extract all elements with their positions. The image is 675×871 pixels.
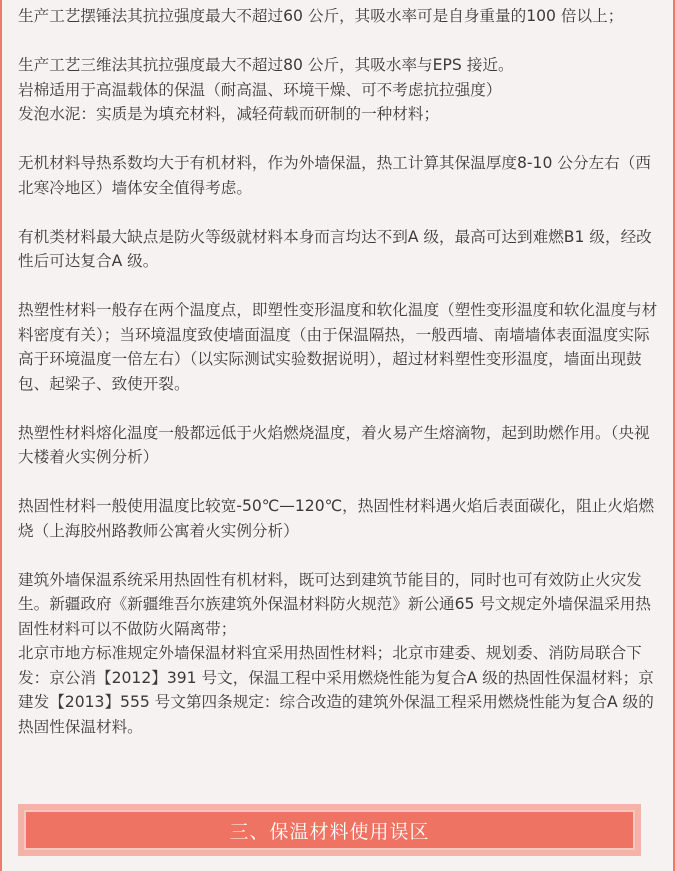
- paragraph-rock-wool: 岩棉适用于高温载体的保温（耐高温、环境干燥、可不考虑抗拉强度）: [18, 80, 502, 99]
- paragraph-spacer: [18, 29, 660, 54]
- paragraph-spacer: [18, 127, 660, 152]
- article-body: [18, 4, 660, 739]
- paragraph-foam-cement: 发泡水泥：实质是为填充材料，减轻荷载而研制的一种材料；: [18, 105, 440, 123]
- paragraph-thermoplastic: 热塑性材料一般存在两个温度点，即塑性变形温度和软化温度（塑性变形温度和软化温度与材料密度有关）；当环境温度致使墙面温度（由于保温隔热，一般西墙、南墙墙体表面温度实际高于环境温度一倍左右）（以实际测试实验数据说明），超过材料塑性变形温度，墙面出现鼓包、起梁子、致使开裂。: [18, 301, 658, 393]
- paragraph-spacer: [18, 396, 660, 421]
- paragraph-spacer: [18, 200, 660, 225]
- paragraph-thermoset: 热固性材料一般使用温度比较宽-50℃—120℃，热固性材料遇火焰后表面碳化，阻止火焰燃烧（上海胶州路教师公寓着火实例分析）: [18, 497, 655, 540]
- section-heading: 三、保温材料使用误区: [229, 820, 430, 843]
- left-border: [0, 0, 2, 871]
- section-heading-frame: [24, 810, 635, 850]
- section-heading-banner: [18, 804, 641, 856]
- paragraph-beijing-regulation: 北京市地方标准规定外墙保温材料宜采用热固性材料；北京市建委、规划委、消防局联合下发：京公消【2012】391 号文，保温工程中采用燃烧性能为复合A 级的热固性保温材料；京建发【2013】555 号文第四条规定：综合改造的建筑外保温工程采用燃烧性能为复合A 级的热固性保温材料。: [18, 644, 654, 736]
- paragraph-3d-method: 生产工艺三维法其抗拉强度最大不超过80 公斤，其吸水率与EPS 接近。: [18, 56, 514, 74]
- paragraph-xinjiang-regulation: 建筑外墙保温系统采用热固性有机材料，既可达到建筑节能目的，同时也可有效防止火灾发生。新疆政府《新疆维吾尔族建筑外保温材料防火规范》新公通65 号文规定外墙保温采用热固性材料可以不做防火隔离带；: [18, 570, 651, 638]
- paragraph-organic: 有机类材料最大缺点是防火等级就材料本身而言均达不到A 级，最高可达到难燃B1 级，经改性后可达复合A 级。: [18, 227, 652, 270]
- paragraph-inorganic: 无机材料导热系数均大于有机材料，作为外墙保温，热工计算其保温厚度8-10 公分左右（西北寒冷地区）墙体安全值得考虑。: [18, 154, 651, 197]
- paragraph-spacer: [18, 543, 660, 568]
- paragraph-spacer: [18, 470, 660, 495]
- paragraph-thermoplastic-melting: 热塑性材料熔化温度一般都远低于火焰燃烧温度，着火易产生熔滴物，起到助燃作用。（央视大楼着火实例分析）: [18, 423, 650, 466]
- paragraph-pendulum-method: 生产工艺摆锤法其抗拉强度最大不超过60 公斤，其吸水率可是自身重量的100 倍以上；: [18, 7, 624, 25]
- paragraph-spacer: [18, 274, 660, 299]
